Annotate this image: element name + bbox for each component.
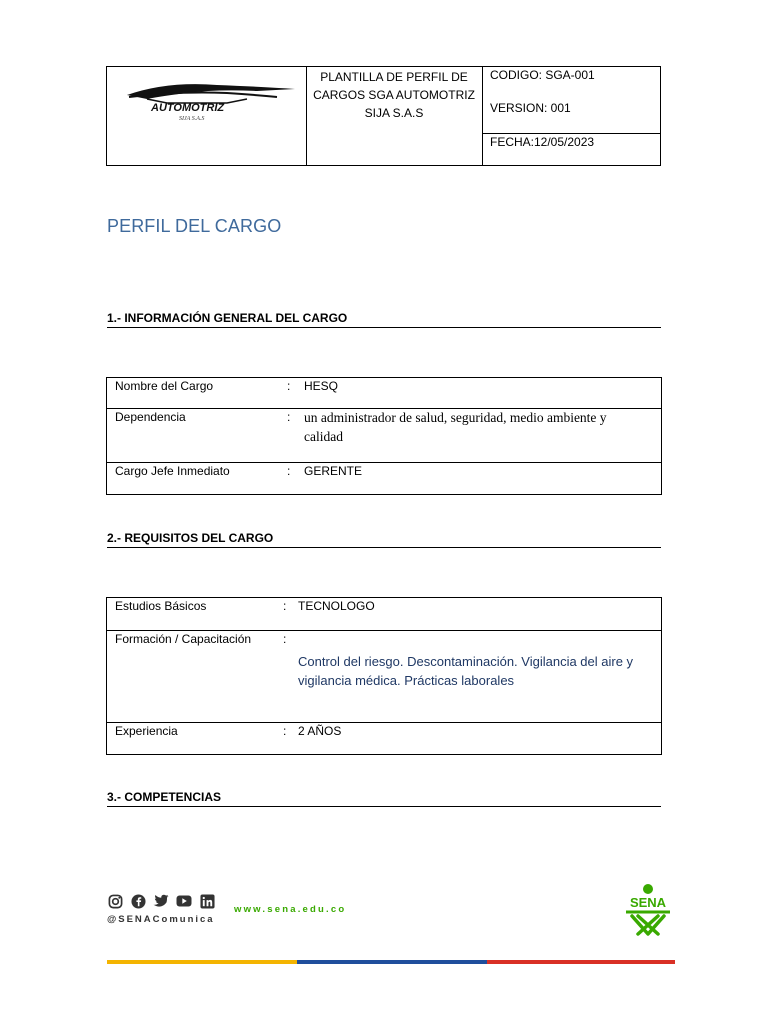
twitter-icon[interactable] — [153, 893, 169, 909]
document-version: VERSION: 001 — [490, 101, 571, 115]
footer-bar-yellow — [107, 960, 297, 964]
svg-text:AUTOMOTRIZ: AUTOMOTRIZ — [151, 102, 225, 114]
sena-logo — [618, 882, 678, 936]
table-row: Cargo Jefe Inmediato : GERENTE — [115, 464, 363, 478]
department-value: un administrador de salud, seguridad, medio ambiente y calidad — [304, 410, 607, 444]
training-value: Control del riesgo. Descontaminación. Vigilancia del aire y vigilancia médica. Prácticas laborales — [298, 654, 634, 688]
job-name-value: HESQ — [304, 379, 339, 393]
youtube-icon[interactable] — [176, 893, 192, 909]
car-logo-icon — [107, 67, 306, 165]
table-row: Experiencia : 2 AÑOS — [115, 724, 342, 738]
footer-bar-red — [487, 960, 675, 964]
studies-value: TECNOLOGO — [298, 599, 375, 613]
experience-value: 2 AÑOS — [298, 724, 342, 738]
company-logo — [107, 67, 307, 165]
table-row: Dependencia : un administrador de salud, seguridad, medio ambiente y calidad — [107, 409, 661, 463]
social-handle: @SENAComunica — [107, 914, 215, 925]
boss-value: GERENTE — [304, 464, 363, 478]
svg-text:SENA: SENA — [629, 895, 667, 910]
document-code: CODIGO: SGA-001 — [490, 68, 595, 82]
section-heading-competencies: 3.- COMPETENCIAS — [107, 790, 661, 807]
table-row: Formación / Capacitación : Control del riesgo. Descontaminación. Vigilancia del aire y vigilancia médica. Prácticas laborales — [107, 631, 661, 723]
template-title: PLANTILLA DE PERFIL DE CARGOS SGA AUTOMOTRIZ SIJA S.A.S — [306, 67, 483, 165]
svg-text:SIJA S.A.S: SIJA S.A.S — [179, 116, 205, 122]
document-header — [106, 66, 661, 166]
instagram-icon[interactable] — [107, 893, 123, 909]
date-cell — [483, 133, 660, 165]
linkedin-icon[interactable] — [199, 893, 215, 909]
document-date: FECHA:12/05/2023 — [490, 135, 595, 149]
table-row: Estudios Básicos : TECNOLOGO — [107, 598, 661, 631]
page-title: PERFIL DEL CARGO — [107, 216, 282, 236]
table-row: Nombre del Cargo : HESQ — [107, 378, 661, 409]
section-heading-general: 1.- INFORMACIÓN GENERAL DEL CARGO — [107, 311, 661, 328]
website-link[interactable]: www.sena.edu.co — [234, 904, 347, 915]
general-info-table — [106, 377, 662, 495]
footer-bar-blue — [297, 960, 487, 964]
sena-figure-icon — [618, 882, 678, 936]
facebook-icon[interactable] — [130, 893, 146, 909]
section-heading-requirements: 2.- REQUISITOS DEL CARGO — [107, 531, 661, 548]
requirements-table — [106, 597, 662, 755]
code-version-cell — [483, 67, 660, 134]
social-icons — [107, 893, 215, 909]
